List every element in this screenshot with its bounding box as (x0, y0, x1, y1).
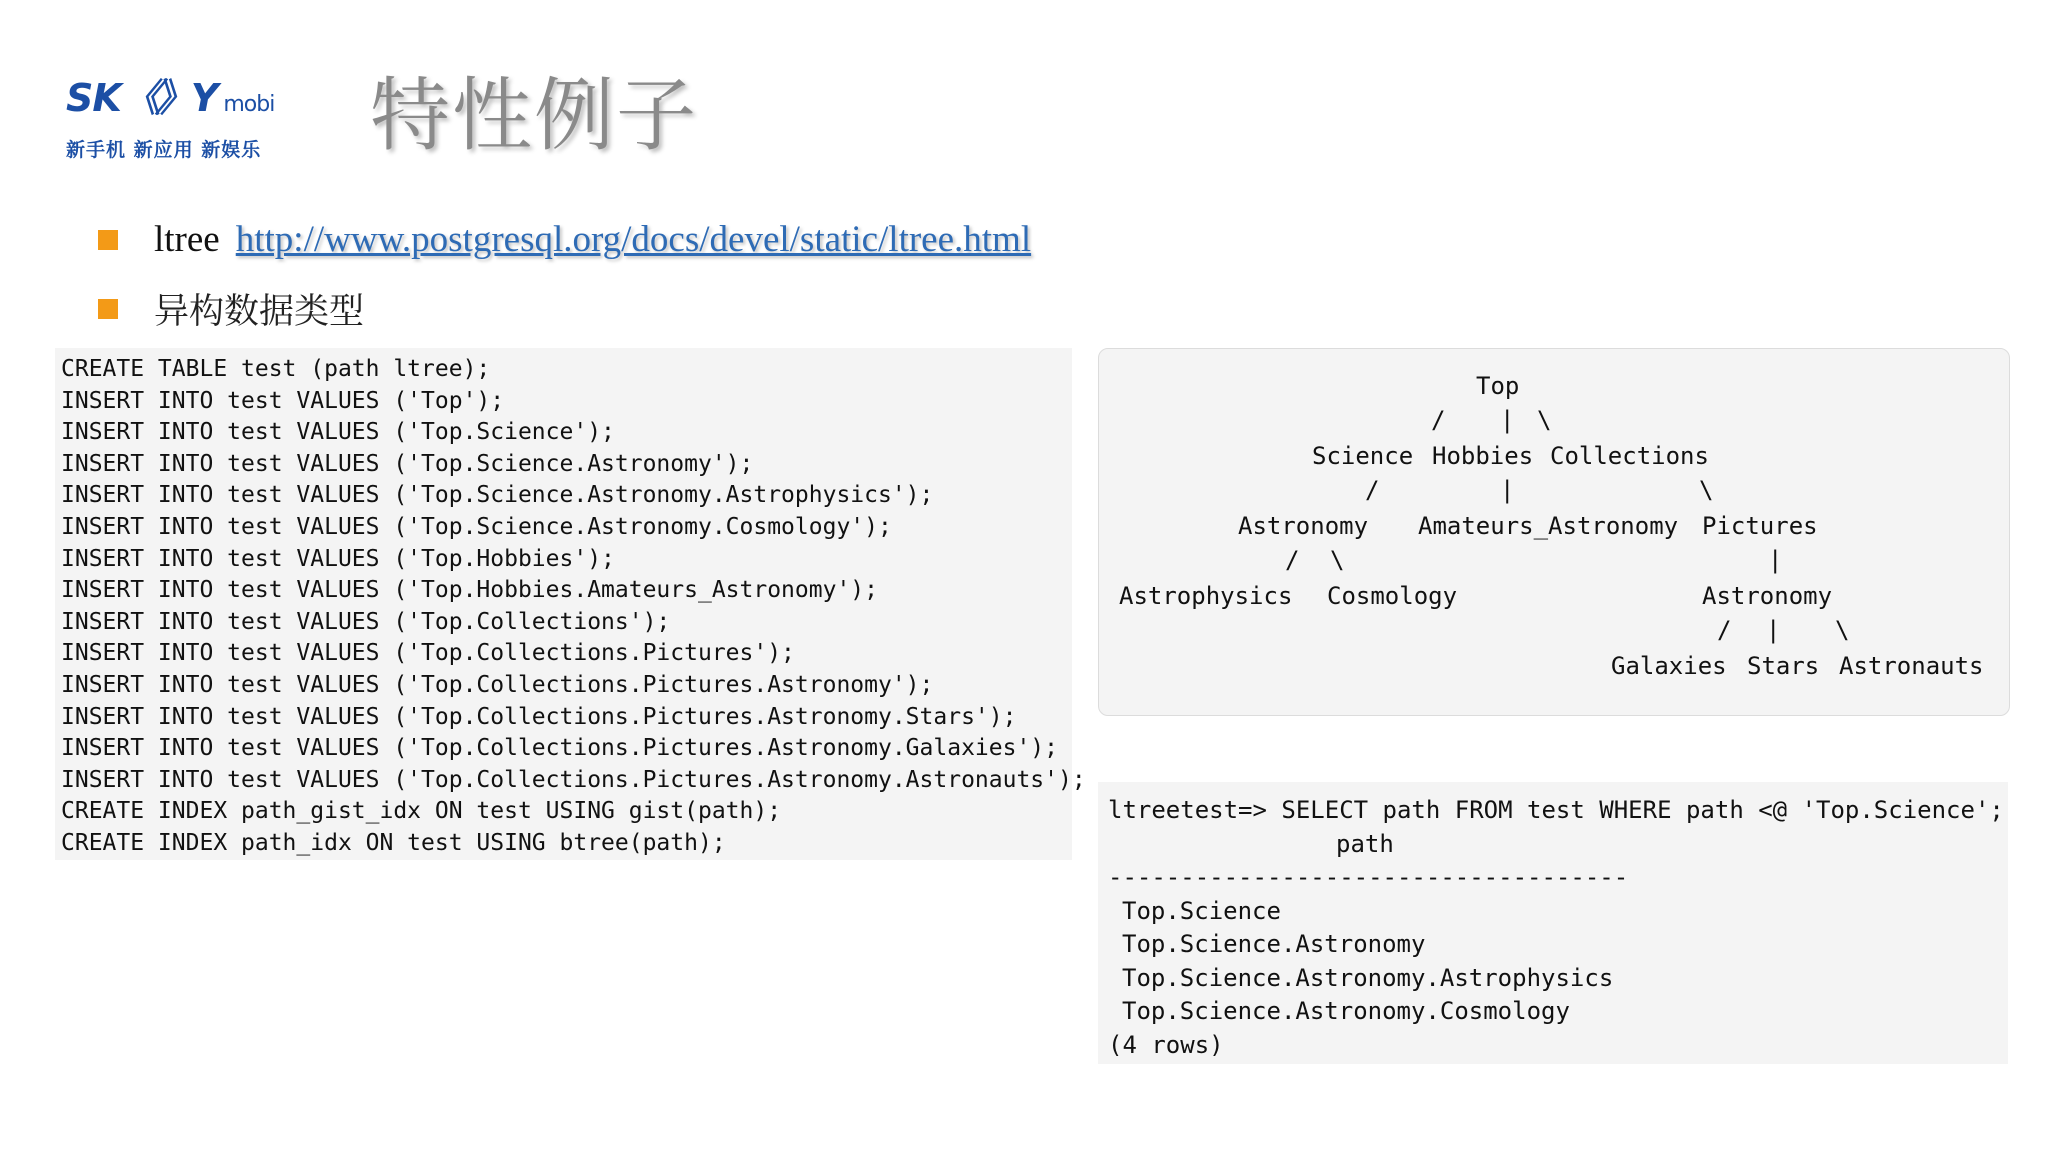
query-result-block (1098, 782, 2008, 1064)
result-row: Top.Science (1122, 896, 1281, 925)
node-astronomy: Astronomy (1238, 512, 1369, 540)
code-line: INSERT INTO test VALUES ('Top'); (61, 387, 505, 414)
edge-backslash: \ (1537, 406, 1552, 434)
code-line: INSERT INTO test VALUES ('Top.Science.Astronomy.Cosmology'); (61, 513, 892, 540)
node-pictures: Pictures (1702, 512, 1818, 540)
code-line: CREATE INDEX path_gist_idx ON test USING gist(path); (61, 798, 782, 825)
bullet-square-icon (98, 299, 118, 319)
slide-title: 特性例子 (370, 69, 698, 162)
ltree-hierarchy-diagram (1098, 348, 2010, 716)
code-line: INSERT INTO test VALUES ('Top.Science.Astronomy'); (61, 450, 754, 477)
ltree-doc-link[interactable]: http://www.postgresql.org/docs/devel/static/ltree.html (235, 219, 1032, 260)
node-stars: Stars (1747, 652, 1820, 680)
code-line: INSERT INTO test VALUES ('Top.Science.Astronomy.Astrophysics'); (61, 482, 934, 509)
bullet-square-icon (98, 230, 118, 250)
node-collections: Collections (1550, 442, 1709, 470)
node-cosmology: Cosmology (1327, 582, 1458, 610)
logo-brand: SK (66, 76, 121, 120)
logo-tagline: 新手机 新应用 新娱乐 (66, 139, 262, 161)
code-line: INSERT INTO test VALUES ('Top.Collections.Pictures.Astronomy'); (61, 671, 934, 698)
result-row: Top.Science.Astronomy.Astrophysics (1122, 963, 1614, 992)
sql-code-block (55, 348, 1086, 860)
edge-slash: / (1285, 546, 1300, 574)
node-hobbies: Hobbies (1432, 442, 1534, 470)
code-line: INSERT INTO test VALUES ('Top.Collections.Pictures.Astronomy.Galaxies'); (61, 735, 1058, 762)
node-astronauts: Astronauts (1839, 652, 1984, 680)
node-top: Top (1476, 372, 1520, 400)
code-line: INSERT INTO test VALUES ('Top.Hobbies'); (61, 545, 615, 572)
edge-pipe: | (1500, 476, 1515, 504)
result-row: Top.Science.Astronomy.Cosmology (1122, 997, 1570, 1025)
edge-slash: / (1717, 616, 1732, 644)
logo-chevrons: 《》 (122, 76, 187, 120)
result-separator: ------------------------------------ (1108, 863, 1629, 891)
node-science: Science (1312, 442, 1414, 470)
result-column-header: path (1336, 829, 1394, 858)
company-logo (66, 76, 326, 161)
result-row: Top.Science.Astronomy (1122, 930, 1426, 958)
logo-suffix: mobi (223, 92, 275, 117)
edge-backslash: \ (1330, 546, 1345, 574)
edge-backslash: \ (1835, 616, 1850, 644)
code-line: INSERT INTO test VALUES ('Top.Collections.Pictures.Astronomy.Stars'); (61, 703, 1017, 730)
node-galaxies: Galaxies (1611, 652, 1727, 680)
bullet-ltree (98, 218, 1031, 261)
code-line: CREATE INDEX path_idx ON test USING btree(path); (61, 829, 726, 856)
query-command: ltreetest=> SELECT path FROM test WHERE path <@ 'Top.Science'; (1108, 796, 2004, 824)
code-line: INSERT INTO test VALUES ('Top.Hobbies.Amateurs_Astronomy'); (61, 577, 878, 604)
edge-backslash: \ (1699, 476, 1714, 504)
edge-pipe: | (1500, 406, 1515, 434)
edge-slash: / (1365, 476, 1380, 504)
code-line: INSERT INTO test VALUES ('Top.Science'); (61, 419, 615, 446)
result-row-count: (4 rows) (1108, 1030, 1224, 1059)
bullet-label: ltree (154, 219, 220, 260)
code-line: INSERT INTO test VALUES ('Top.Collections.Pictures.Astronomy.Astronauts'); (61, 766, 1086, 793)
code-line: CREATE TABLE test (path ltree); (61, 356, 491, 382)
edge-slash: / (1431, 406, 1446, 434)
bullet-label: 异构数据类型 (154, 292, 365, 332)
node-amateurs-astronomy: Amateurs_Astronomy (1418, 512, 1679, 540)
node-astrophysics: Astrophysics (1119, 582, 1293, 610)
node-pictures-astronomy: Astronomy (1702, 582, 1833, 610)
logo-brand-end: Y (190, 76, 218, 120)
logo-wordmark (66, 78, 326, 125)
edge-pipe: | (1766, 616, 1781, 644)
edge-pipe: | (1768, 546, 1783, 574)
code-line: INSERT INTO test VALUES ('Top.Collections'); (61, 608, 671, 635)
code-line: INSERT INTO test VALUES ('Top.Collections.Pictures'); (61, 640, 795, 667)
bullet-heterogeneous-types (98, 284, 364, 334)
